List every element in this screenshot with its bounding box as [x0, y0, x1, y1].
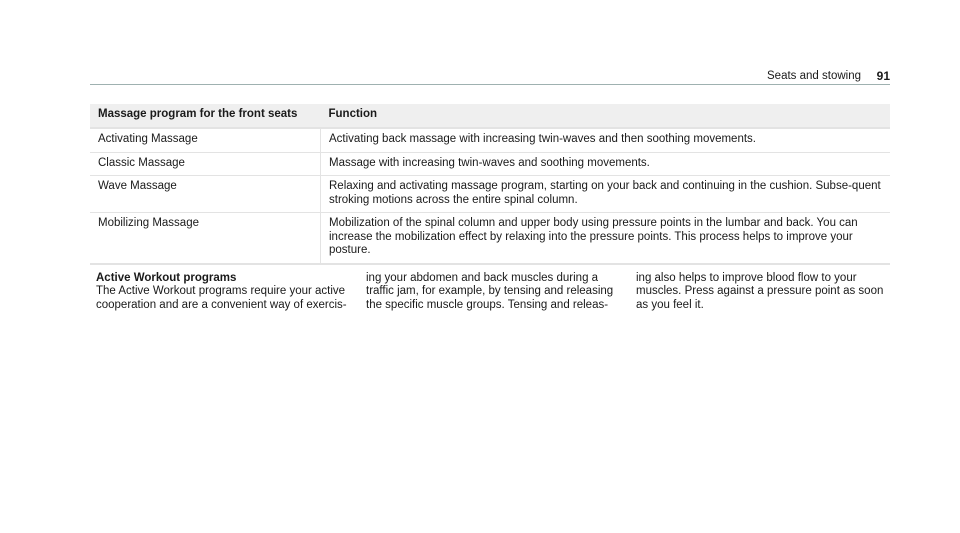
section-heading: Active Workout programs — [96, 272, 237, 284]
text-column-1 — [96, 272, 358, 312]
program-name: Wave Massage — [90, 176, 321, 213]
page-number: 91 — [876, 69, 890, 83]
text-column-3 — [636, 272, 898, 312]
program-function: Mobilization of the spinal column and upper body using pressure points in the lumbar and back. You can increase the mobilization effect by relaxing into the pressure points. This process helps to improve your posture. — [321, 213, 891, 264]
body-text: ing your abdomen and back muscles during a traffic jam, for example, by tensing and releasing the specific muscle groups. Tensing and releas- — [366, 272, 614, 311]
table-row — [90, 176, 890, 213]
table-row — [90, 152, 890, 176]
table-header-row — [90, 104, 890, 128]
column-header-function: Function — [321, 104, 891, 128]
section-title: Seats and stowing — [767, 70, 861, 82]
body-text: The Active Workout programs require your active cooperation and are a convenient way of exercis- — [96, 285, 347, 311]
text-column-2 — [366, 272, 628, 312]
header-rule — [90, 84, 890, 85]
table-row — [90, 213, 890, 264]
column-header-program: Massage program for the front seats — [90, 104, 321, 128]
program-name: Classic Massage — [90, 152, 321, 176]
program-name: Activating Massage — [90, 128, 321, 152]
program-function: Activating back massage with increasing twin-waves and then soothing movements. — [321, 128, 891, 152]
program-function: Massage with increasing twin-waves and soothing movements. — [321, 152, 891, 176]
program-name: Mobilizing Massage — [90, 213, 321, 264]
program-function: Relaxing and activating massage program, starting on your back and continuing in the cushion. Subse-quent stroking motions across the entire spinal column. — [321, 176, 891, 213]
table-row — [90, 128, 890, 152]
body-text: ing also helps to improve blood flow to your muscles. Press against a pressure point as soon as you feel it. — [636, 272, 884, 311]
massage-programs-table — [90, 104, 890, 265]
